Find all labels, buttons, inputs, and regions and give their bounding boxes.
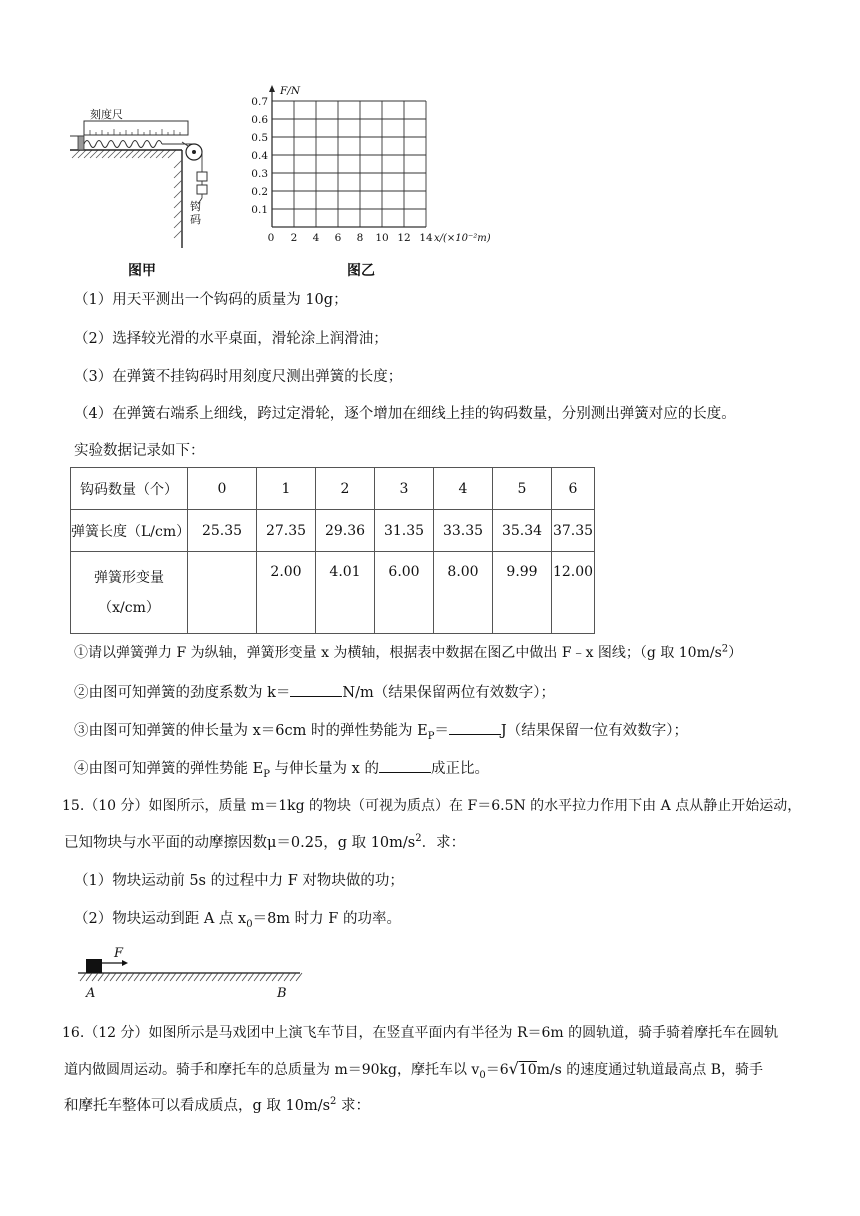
table-cell: 9.99 xyxy=(493,552,552,634)
figure-jia-caption: 图甲 xyxy=(128,263,156,279)
table-header-cell: 弹簧长度（L/cm） xyxy=(71,510,188,552)
problem-16-line-1: 16.（12 分）如图所示是马戏团中上演飞车节目，在竖直平面内有半径为 R＝6m 的圆轨道，骑手骑着摩托车在圆轨 xyxy=(62,1025,779,1041)
table-row xyxy=(71,468,595,510)
y-tick-label: 0.2 xyxy=(251,186,268,198)
y-tick-label: 0.5 xyxy=(251,132,268,144)
table-cell: 25.35 xyxy=(188,510,257,552)
answer-blank[interactable] xyxy=(449,720,501,735)
ground-hatch xyxy=(290,973,296,981)
ground-hatch xyxy=(296,973,302,981)
ground-hatch xyxy=(260,973,266,981)
problem-15-part-2: （2）物块运动到距 A 点 $x_0=8m$ 时力 F 的功率。 xyxy=(74,911,401,930)
ground-hatch xyxy=(236,973,242,981)
table-cell: 27.35 xyxy=(257,510,316,552)
ground-hatch xyxy=(98,973,104,981)
y-tick-label: 0.1 xyxy=(251,204,268,216)
x-tick-label: 12 xyxy=(397,232,411,244)
problem-15-line-1: 15.（10 分）如图所示，质量 m＝1kg 的物块（可视为质点）在 F＝6.5N 的水平拉力作用下由 A 点从静止开始运动， xyxy=(62,798,802,814)
x-tick-label: 14 xyxy=(419,232,433,244)
ground-hatch xyxy=(224,973,230,981)
table-cell xyxy=(188,552,257,634)
problem-16-line-3: 和摩托车整体可以看成质点，g 取 $10m/s^2$ 求： xyxy=(64,1096,371,1114)
ground-hatch xyxy=(140,973,146,981)
weight-label: 钩码 xyxy=(190,200,201,226)
x-tick-label: 10 xyxy=(375,232,389,244)
table-cell: 2.00 xyxy=(257,552,316,634)
x-tick-label: 8 xyxy=(356,232,364,244)
y-tick-label: 0.6 xyxy=(251,114,268,126)
problem-15-line-2: 已知物块与水平面的动摩擦因数μ＝0.25，g 取 $10m/s^2$．求： xyxy=(64,833,466,851)
step-3: （3）在弹簧不挂钩码时用刻度尺测出弹簧的长度； xyxy=(74,369,403,385)
ground-hatch xyxy=(104,973,110,981)
table-cell: 5 xyxy=(493,468,552,510)
ruler xyxy=(84,121,188,135)
block xyxy=(86,959,102,973)
figure-jia-apparatus xyxy=(70,100,220,250)
force-label: F xyxy=(114,946,124,961)
table-cell: 33.35 xyxy=(434,510,493,552)
table-cell: 1 xyxy=(257,468,316,510)
ground-hatch xyxy=(272,973,278,981)
ground-hatch xyxy=(266,973,272,981)
ground-hatch xyxy=(170,973,176,981)
ground-hatch xyxy=(230,973,236,981)
ground-hatch xyxy=(188,973,194,981)
ruler-label: 刻度尺 xyxy=(90,108,123,121)
x-tick-label: 6 xyxy=(334,232,342,244)
problem-15-part-1: （1）物块运动前 5s 的过程中力 F 对物块做的功； xyxy=(74,873,404,889)
table-cell: 37.35 xyxy=(552,510,595,552)
ground-hatch xyxy=(110,973,116,981)
table-header-line: （x/cm） xyxy=(98,599,160,616)
origin-label: 0 xyxy=(267,232,275,244)
ground-hatch xyxy=(212,973,218,981)
ground-hatch xyxy=(242,973,248,981)
x-tick-label: 2 xyxy=(290,232,298,244)
table-cell: 12.00 xyxy=(552,552,595,634)
ground-hatch xyxy=(182,973,188,981)
ground-hatch xyxy=(134,973,140,981)
ground-hatch xyxy=(116,973,122,981)
ground-hatch xyxy=(284,973,290,981)
ground-hatch xyxy=(86,973,92,981)
table-intro: 实验数据记录如下： xyxy=(74,443,205,459)
ground-hatch xyxy=(194,973,200,981)
table-cell: 35.34 xyxy=(493,510,552,552)
step-2: （2）选择较光滑的水平桌面，滑轮涂上润滑油； xyxy=(74,331,388,347)
step-1: （1）用天平测出一个钩码的质量为 10g； xyxy=(74,292,348,308)
y-tick-label: 0.4 xyxy=(251,150,268,162)
table-cell: 3 xyxy=(375,468,434,510)
ground-hatch xyxy=(80,973,86,981)
step-4: （4）在弹簧右端系上细线，跨过定滑轮，逐个增加在细线上挂的钩码数量，分别测出弹簧对应的长度。 xyxy=(74,406,736,422)
answer-blank[interactable] xyxy=(379,758,431,773)
table-cell: 6.00 xyxy=(375,552,434,634)
ground-hatch xyxy=(164,973,170,981)
table-header-line: 弹簧形变量 xyxy=(94,569,164,586)
table-cell: 2 xyxy=(316,468,375,510)
ground-hatch xyxy=(200,973,206,981)
sub-question-2: ②由图可知弹簧的劲度系数为 k＝ N/m（结果保留两位有效数字）； xyxy=(74,682,555,703)
table-cell: 31.35 xyxy=(375,510,434,552)
table-header-cell: 钩码数量（个） xyxy=(71,468,188,510)
ground-hatch xyxy=(122,973,128,981)
y-axis-label: F/N xyxy=(280,85,301,97)
sub-question-3: ③由图可知弹簧的伸长量为 x＝6cm 时的弹性势能为 $E_P= J$（结果保留一位有效数字）； xyxy=(74,720,688,741)
x-tick-label: 4 xyxy=(312,232,320,244)
ground-hatch xyxy=(206,973,212,981)
ground-hatch xyxy=(152,973,158,981)
sub-question-4: ④由图可知弹簧的弹性势能 $E_P$ 与伸长量为 x 的 成正比。 xyxy=(74,758,489,779)
ground-hatch xyxy=(176,973,182,981)
ground-hatch xyxy=(158,973,164,981)
y-axis-arrow xyxy=(269,85,275,92)
data-table xyxy=(70,467,595,634)
y-tick-label: 0.7 xyxy=(251,96,268,108)
answer-blank[interactable] xyxy=(290,682,342,697)
table-cell: 8.00 xyxy=(434,552,493,634)
table-cell: 0 xyxy=(188,468,257,510)
figure-yi-grid xyxy=(240,80,520,260)
ground-hatch xyxy=(248,973,254,981)
hook-weight xyxy=(197,172,207,181)
table-header-cell xyxy=(71,552,188,634)
sqrt-sign: √ xyxy=(508,1059,519,1078)
y-tick-label: 0.3 xyxy=(251,168,268,180)
point-b-label: B xyxy=(277,986,287,1001)
point-a-label: A xyxy=(86,986,96,1001)
table-row xyxy=(71,552,595,634)
ground-hatch xyxy=(146,973,152,981)
figure-yi-caption: 图乙 xyxy=(347,263,375,279)
table-cell: 4 xyxy=(434,468,493,510)
spring xyxy=(84,141,162,148)
ground-hatch xyxy=(92,973,98,981)
table-cell: 6 xyxy=(552,468,595,510)
table-row xyxy=(71,510,595,552)
x-axis-label: x/(×10⁻²m) xyxy=(434,233,491,244)
ground-hatch xyxy=(128,973,134,981)
ground-hatch xyxy=(218,973,224,981)
ground-hatch xyxy=(254,973,260,981)
table-cell: 4.01 xyxy=(316,552,375,634)
problem-16-line-2: 道内做圆周运动。骑手和摩托车的总质量为 m＝90kg，摩托车以 $v_0=6√10m/s$ 的速度通过轨道最高点 B，骑手 xyxy=(64,1059,764,1081)
sub-question-1: ①请以弹簧弹力 F 为纵轴，弹簧形变量 x 为横轴，根据表中数据在图乙中做出 F﹣x 图线；（g 取 $10m/s^2$） xyxy=(74,643,743,661)
ground-hatch xyxy=(278,973,284,981)
table-cell: 29.36 xyxy=(316,510,375,552)
